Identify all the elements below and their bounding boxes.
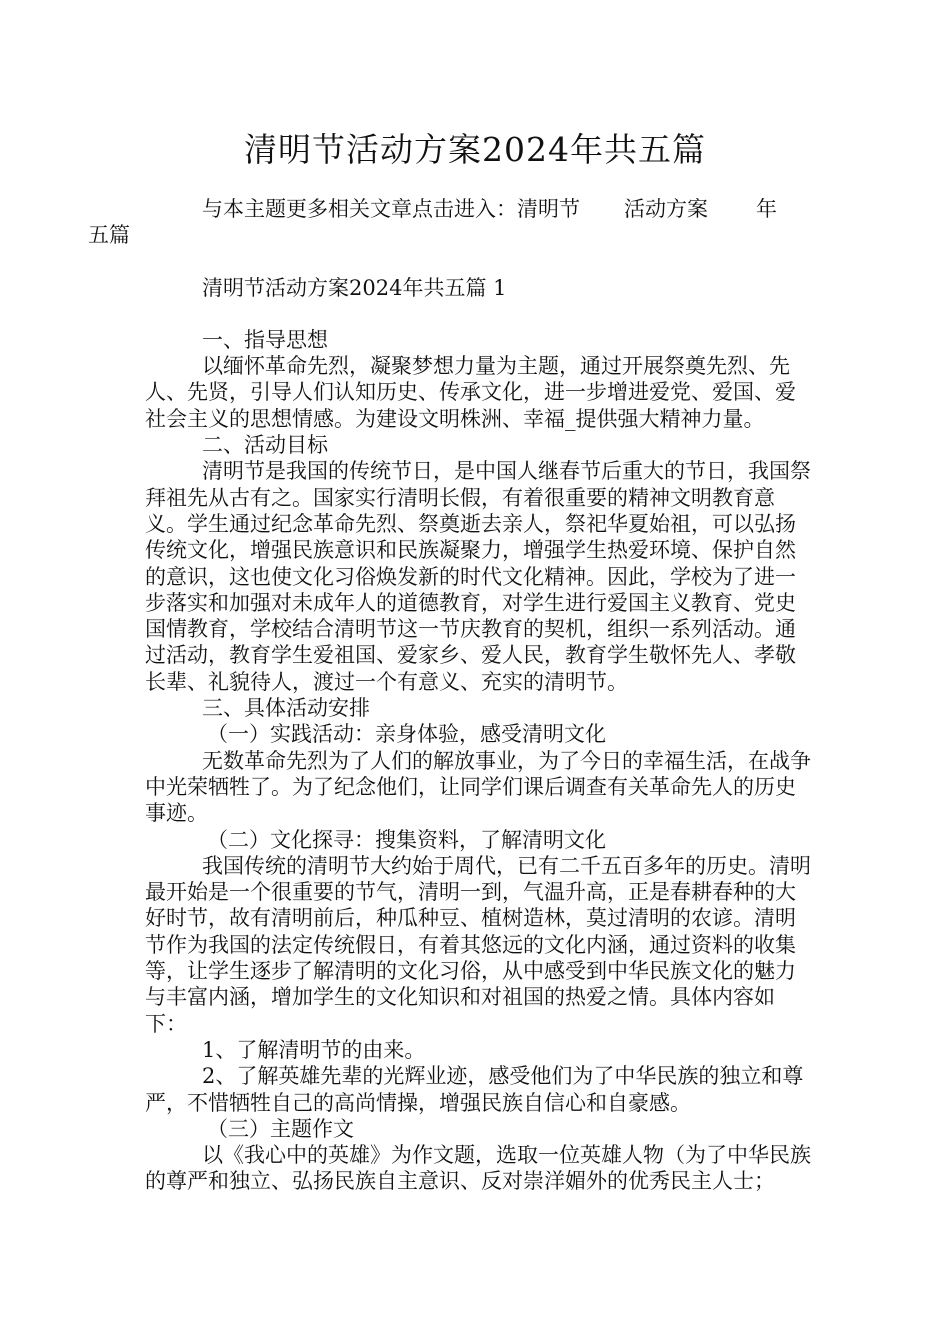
subheading-essay: （三）主题作文	[207, 1116, 354, 1141]
heading-guiding-thought: 一、指导思想	[202, 327, 328, 352]
section-heading: 清明节活动方案2024年共五篇 1	[202, 275, 507, 300]
paragraph-essay: 以《我心中的英雄》为作文题，选取一位英雄人物（为了中华民族的尊严和独立、弘扬民族自主意识、反对崇洋媚外的优秀民主人士；	[145, 1143, 811, 1194]
related-prefix: 与本主题更多相关文章点击进入：清明节	[202, 197, 580, 221]
list-item-2: 2、了解英雄先辈的光辉业迹，感受他们为了中华民族的独立和尊严，不惜牺牲自己的高尚情操，增强民族自信心和自豪感。	[145, 1064, 804, 1115]
list-item-1: 1、了解清明节的由来。	[202, 1037, 426, 1062]
document-body	[88, 196, 813, 1195]
related-links-line	[88, 196, 813, 249]
related-link-activity-plan[interactable]: 活动方案	[624, 197, 708, 221]
heading-activity-arrangement: 三、具体活动安排	[202, 696, 370, 721]
paragraph-guiding-thought: 以缅怀革命先烈，凝聚梦想力量为主题，通过开展祭奠先烈、先人、先贤，引导人们认知历史、传承文化，进一步增进爱党、爱国、爱社会主义的思想情感。为建设文明株洲、幸福_提供强大精神力量。	[145, 354, 796, 431]
related-tail-five: 五篇	[88, 223, 130, 248]
related-tail-year: 年	[756, 197, 777, 221]
paragraph-practice: 无数革命先烈为了人们的解放事业，为了今日的幸福生活，在战争中光荣牺牲了。为了纪念他们，让同学们课后调查有关革命先人的历史事迹。	[145, 748, 811, 826]
subheading-culture: （二）文化探寻：搜集资料，了解清明文化	[207, 827, 606, 852]
subheading-practice: （一）实践活动：亲身体验，感受清明文化	[207, 722, 606, 747]
paragraph-activity-goals: 清明节是我国的传统节日，是中国人继春节后重大的节日，我国祭拜祖先从古有之。国家实行清明长假，有着很重要的精神文明教育意义。学生通过纪念革命先烈、祭奠逝去亲人，祭祀华夏始祖，可以弘扬传统文化，增强民族意识和民族凝聚力，增强学生热爱环境、保护自然的意识，这也使文化习俗焕发新的时代文化精神。因此，学校为了进一步落实和加强对未成年人的道德教育，对学生进行爱国主义教育、党史国情教育，学校结合清明节这一节庆教育的契机，组织一系列活动。通过活动，教育学生爱祖国、爱家乡、爱人民，教育学生敬怀先人、孝敬长辈、礼貌待人，渡过一个有意义、充实的清明节。	[145, 459, 811, 694]
heading-activity-goals: 二、活动目标	[202, 433, 328, 458]
paragraph-culture: 我国传统的清明节大约始于周代，已有二千五百多年的历史。清明最开始是一个很重要的节气，清明一到，气温升高，正是春耕春种的大好时节，故有清明前后，种瓜种豆、植树造林，莫过清明的农谚。清明节作为我国的法定传统假日，有着其悠远的文化内涵，通过资料的收集等，让学生逐步了解清明的文化习俗，从中感受到中华民族文化的魅力与丰富内涵，增加学生的文化知识和对祖国的热爱之情。具体内容如下：	[145, 853, 811, 1036]
document-title: 清明节活动方案2024年共五篇	[244, 130, 706, 169]
